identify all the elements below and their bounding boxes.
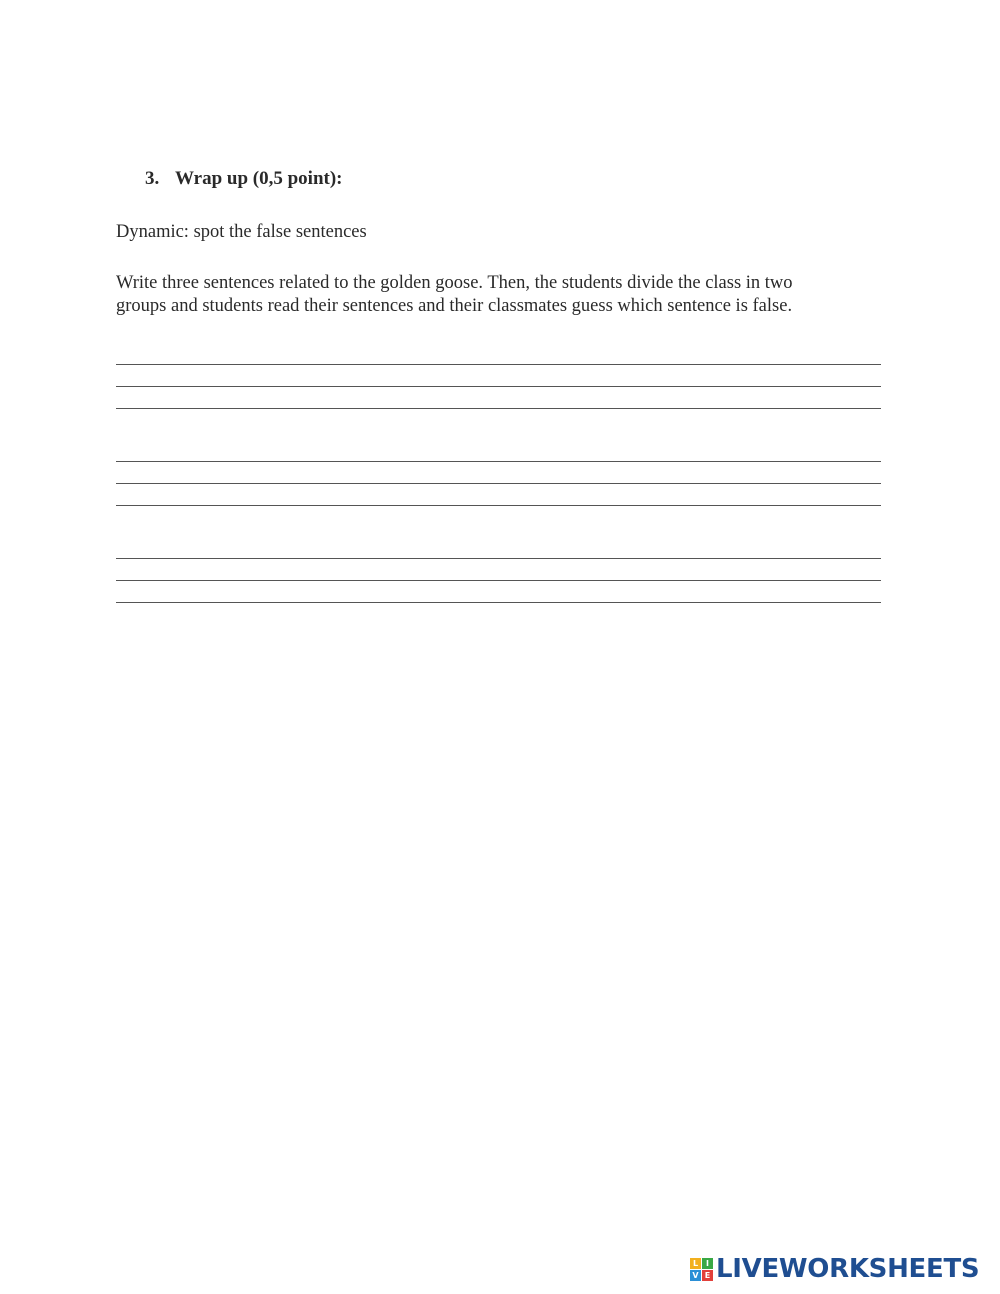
answer-line[interactable] <box>116 386 881 387</box>
logo-mark-letter: L <box>690 1258 701 1269</box>
answer-line[interactable] <box>116 505 881 506</box>
logo-mark-icon <box>690 1258 713 1281</box>
instructions <box>116 272 896 318</box>
logo-text: LIVEWORKSHEETS <box>716 1254 980 1284</box>
liveworksheets-logo <box>690 1252 979 1286</box>
logo-mark-letter: E <box>702 1270 713 1281</box>
answer-line[interactable] <box>116 483 881 484</box>
section-number: 3. <box>145 168 160 189</box>
logo-mark-letter: I <box>702 1258 713 1269</box>
instructions-line-1: Write three sentences related to the golden goose. Then, the students divide the class in two <box>116 273 793 293</box>
instructions-line-2: groups and students read their sentences and their classmates guess which sentence is false. <box>116 296 793 316</box>
answer-line[interactable] <box>116 602 881 603</box>
dynamic-text: Dynamic: spot the false sentences <box>116 222 367 242</box>
answer-line[interactable] <box>116 580 881 581</box>
answer-line[interactable] <box>116 461 881 462</box>
answer-line[interactable] <box>116 364 881 365</box>
section-heading <box>145 168 343 190</box>
answer-line[interactable] <box>116 408 881 409</box>
answer-line[interactable] <box>116 558 881 559</box>
logo-mark-letter: V <box>690 1270 701 1281</box>
section-title: Wrap up (0,5 point): <box>175 168 343 189</box>
